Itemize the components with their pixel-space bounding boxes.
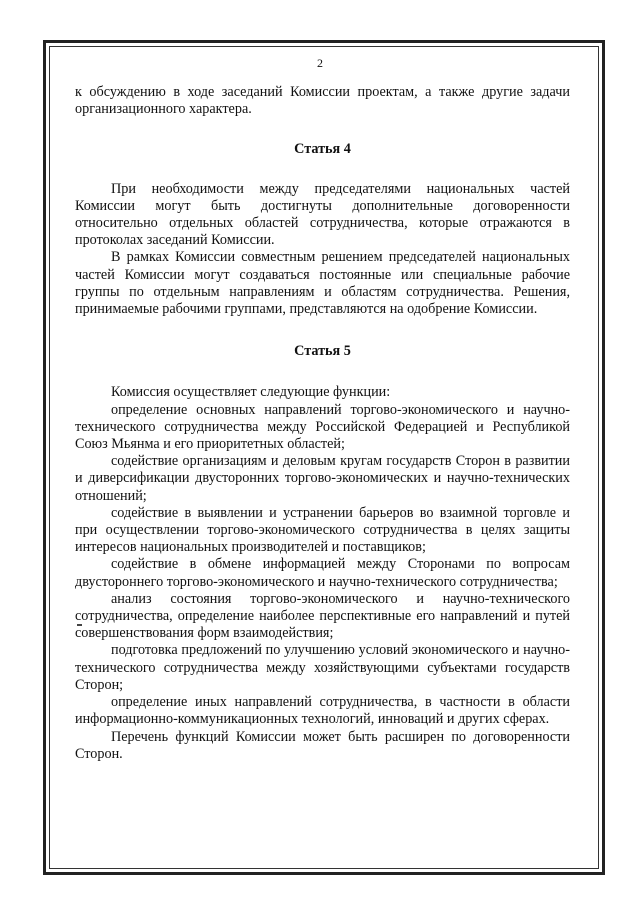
document-body bbox=[75, 84, 570, 763]
article-5-heading: Статья 5 bbox=[294, 343, 351, 360]
article-5-paragraph: анализ состояния торгово-экономического и научно-технического сотрудничества, определение наиболее перспективные его направлений и путей совершенствования форм взаимодействия; bbox=[75, 590, 570, 642]
article-5-paragraph: определение основных направлений торгово-экономического и научно-технического сотрудничества между Российской Федерацией и Республикой Союз Мьянма и его приоритетных областей; bbox=[75, 401, 570, 453]
article-4-paragraph: В рамках Комиссии совместным решением председателей национальных частей Комиссии могут создаваться постоянные или специальные рабочие группы по отдельным направлениям и областям сотрудничества. Решения, принимаемые рабочими группами, представляются на одобрение Комиссии. bbox=[75, 249, 570, 318]
article-5-paragraph: содействие в выявлении и устранении барьеров во взаимной торговле и при осуществлении торгово-экономического сотрудничества в целях защиты интересов национальных производителей и поставщиков; bbox=[75, 504, 570, 556]
article-4-paragraph: При необходимости между председателями национальных частей Комиссии могут быть достигнуты дополнительные договоренности относительно отдельных областей сотрудничества, которые отражаются в протоколах заседаний Комиссии. bbox=[75, 180, 570, 249]
page-number: 2 bbox=[317, 56, 323, 70]
article-5-paragraph: содействие организациям и деловым кругам государств Сторон в развитии и диверсификации двусторонних торгово-экономических и научно-технических отношений; bbox=[75, 453, 570, 504]
article-5-paragraph: Перечень функций Комиссии может быть расширен по договоренности Сторон. bbox=[75, 728, 570, 762]
article-5-paragraph: Комиссия осуществляет следующие функции: bbox=[111, 384, 391, 401]
intro-paragraph: к обсуждению в ходе заседаний Комиссии проектам, а также другие задачи организационного характера. bbox=[75, 84, 570, 118]
article-5-paragraph: подготовка предложений по улучшению условий экономического и научно-технического сотрудничества между хозяйствующими субъектами государств Сторон; bbox=[75, 642, 570, 693]
article-4-heading: Статья 4 bbox=[294, 141, 351, 158]
article-5-paragraph: содействие в обмене информацией между Сторонами по вопросам двустороннего торгово-экономического и научно-технического сотрудничества; bbox=[75, 556, 570, 590]
article-5-paragraph: определение иных направлений сотрудничества, в частности в области информационно-коммуникационных технологий, инноваций и других сферах. bbox=[75, 694, 570, 728]
